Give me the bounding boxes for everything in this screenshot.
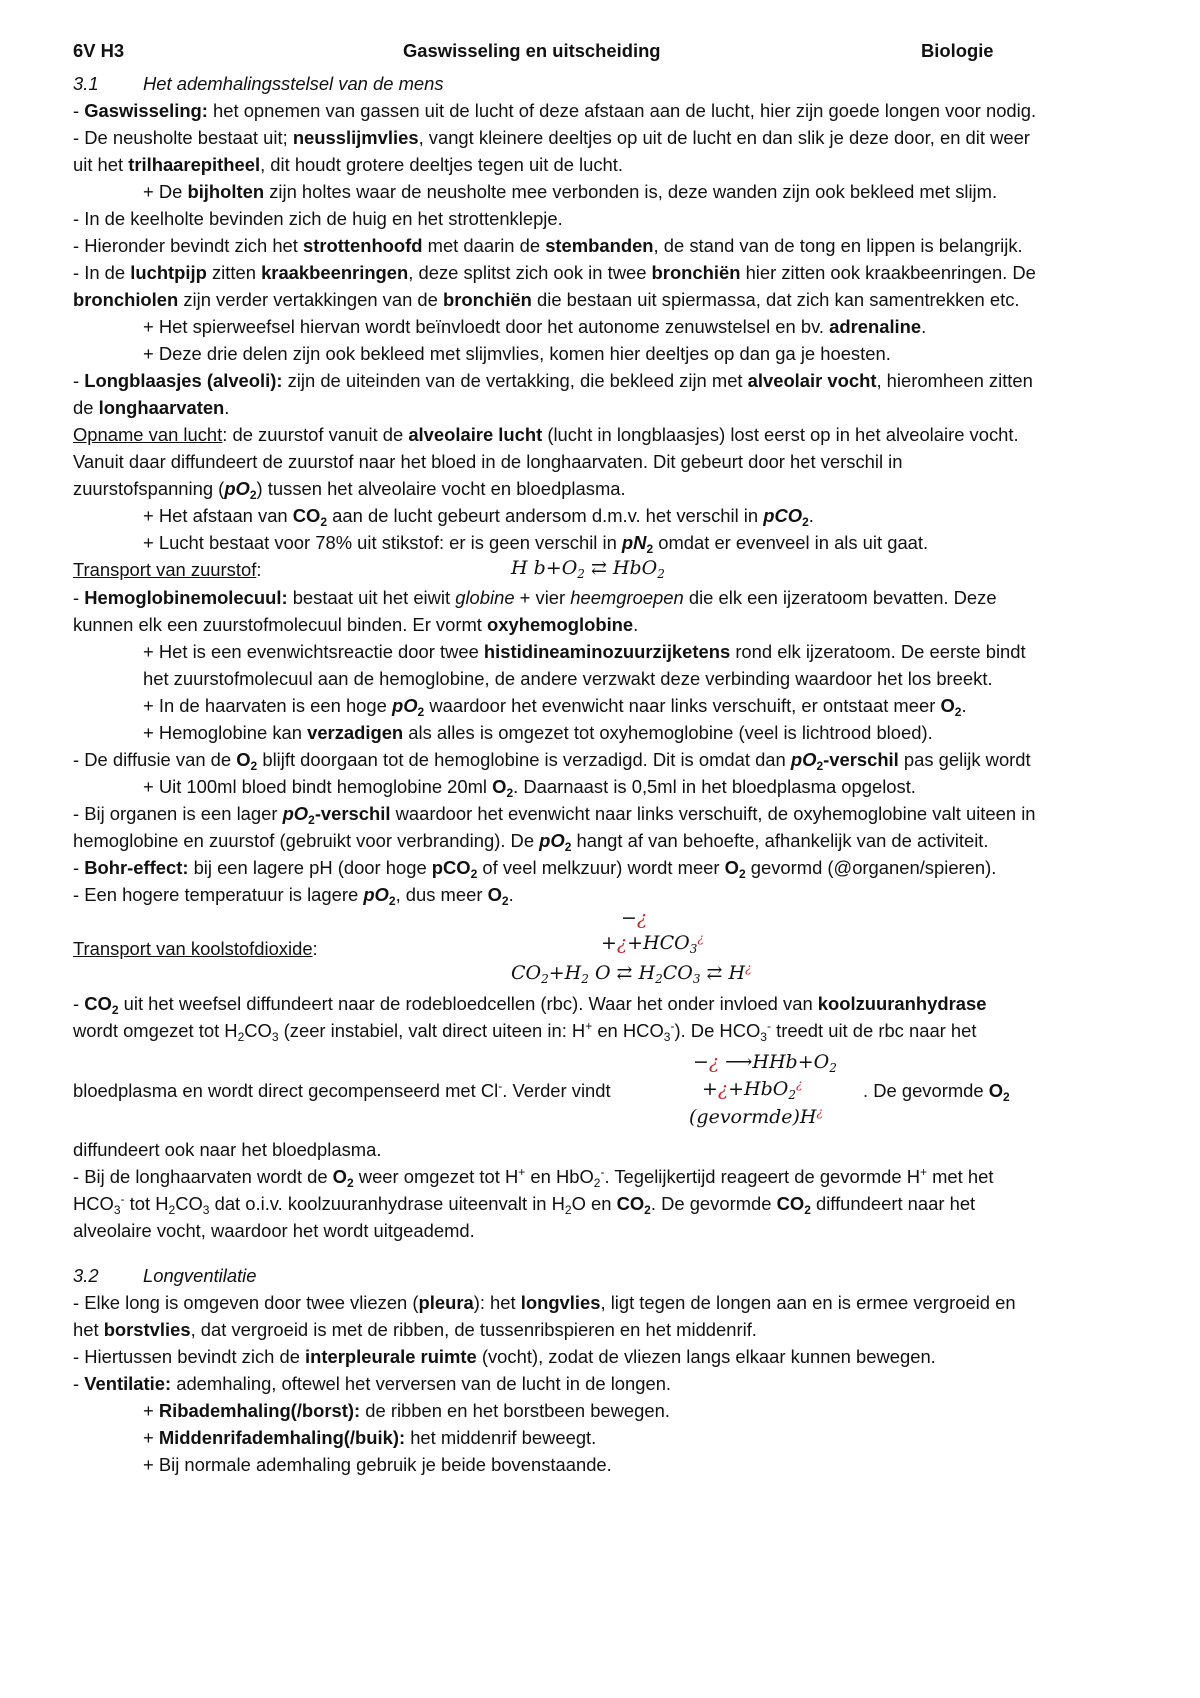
paragraph-line: Transport van koolstofdioxide: <box>73 938 318 959</box>
paragraph-line: - In de keelholte bevinden zich de huig en het strottenklepje. <box>73 208 563 229</box>
paragraph-line: de longhaarvaten. <box>73 397 230 418</box>
paragraph-line: + Hemoglobine kan verzadigen als alles is omgezet tot oxyhemoglobine (veel is lichtrood bloed). <box>143 722 933 743</box>
paragraph-line: zuurstofspanning $(pO_2)$ tussen het alveolaire vocht en bloedplasma. <box>73 478 626 502</box>
equation-hhb-row2: +¿+HbO$_2$¿ <box>702 1077 803 1102</box>
paragraph-line: + Uit 100ml bloed bindt hemoglobine 20ml $O_2$. Daarnaast is 0,5ml in het bloedplasma opgelost. <box>143 776 916 800</box>
paragraph-line: + Het afstaan van $CO_2$ aan de lucht gebeurt andersom d.m.v. het verschil in pCO$_2$. <box>143 505 814 529</box>
paragraph-line: - Bohr-effect: bij een lagere pH (door hoge pCO$_2$ of veel melkzuur) wordt meer $O_2$ gevormd (@organen/spieren). <box>73 857 997 881</box>
paragraph-line: + De bijholten zijn holtes waar de neusholte mee verbonden is, deze wanden zijn ook bekleed met slijm. <box>143 181 998 202</box>
paragraph-line: + Deze drie delen zijn ook bekleed met slijmvlies, komen hier deeltjes op dan ga je hoesten. <box>143 343 891 364</box>
paragraph-line: het borstvlies, dat vergroeid is met de ribben, de tussenribspieren en het middenrif. <box>73 1319 757 1340</box>
paragraph-line: - Gaswisseling: het opnemen van gassen uit de lucht of deze afstaan aan de lucht, hier zijn goede longen voor nodig. <box>73 100 1037 121</box>
paragraph-line: uit het trilhaarepitheel, dit houdt grotere deeltjes tegen uit de lucht. <box>73 154 624 175</box>
paragraph-line: + Ribademhaling(/borst): de ribben en het borstbeen bewegen. <box>143 1400 670 1421</box>
equation-co2-row3: $CO_2+H_2$ O ⇄ $H_2CO_3$ ⇄ H¿ <box>511 961 752 986</box>
paragraph-line: + Het spierweefsel hiervan wordt beïnvloedt door het autonome zenuwstelsel en bv. adrenaline. <box>143 316 927 337</box>
paragraph-line: - Hieronder bevindt zich het strottenhoofd met daarin de stembanden, de stand van de tong en lippen is belangrijk. <box>73 235 1023 256</box>
paragraph-line: + Lucht bestaat voor 78% uit stikstof: er is geen verschil in $pN_2$ omdat er evenveel in als uit gaat. <box>143 532 929 556</box>
paragraph-line: Transport van zuurstof: <box>73 559 262 580</box>
section-heading-3-2: 3.2 Longventilatie <box>73 1265 257 1286</box>
equation-hhb-row1: −¿ $⟶HHb+O_2$ <box>693 1051 837 1075</box>
paragraph-line: + Bij normale ademhaling gebruik je beide bovenstaande. <box>143 1454 612 1475</box>
section-heading-3-1: 3.1 Het ademhalingsstelsel van de mens <box>73 73 444 94</box>
header-title: Gaswisseling en uitscheiding <box>403 40 661 61</box>
header-class: 6V H3 <box>73 40 125 61</box>
paragraph-line: - Elke long is omgeven door twee vliezen (pleura): het longvlies, ligt tegen de longen aan en is ermee vergroeid en <box>73 1292 1016 1313</box>
equation-hemoglobin: H $b+O_2$ ⇄ HbO$_2$ <box>511 557 665 581</box>
paragraph-line: Opname van lucht: de zuurstof vanuit de alveolaire lucht (lucht in longblaasjes) lost eerst op in het alveolaire vocht. <box>73 424 1019 445</box>
paragraph-line: bloedplasma en wordt direct gecompenseerd met Cl-. Verder vindt <box>73 1079 611 1101</box>
paragraph-line: hemoglobine en zuurstof (gebruikt voor verbranding). De $pO_2$ hangt af van behoefte, afhankelijk van de activiteit. <box>73 830 989 854</box>
paragraph-line: - $CO_2$ uit het weefsel diffundeert naar de rodebloedcellen (rbc). Waar het onder invloed van koolzuuranhydrase <box>73 993 987 1017</box>
paragraph-line: - Bij de longhaarvaten wordt de $O_2$ weer omgezet tot H+ en HbO$_2$-. Tegelijkertijd reageert de gevormde H+ met het <box>73 1165 994 1190</box>
paragraph-line: - Ventilatie: ademhaling, oftewel het verversen van de lucht in de longen. <box>73 1373 672 1394</box>
paragraph-line: + In de haarvaten is een hoge $pO_2$ waardoor het evenwicht naar links verschuift, er ontstaat meer $O_2$. <box>143 695 967 719</box>
paragraph-line: . De gevormde $O_2$ <box>863 1080 1010 1104</box>
paragraph-line: Vanuit daar diffundeert de zuurstof naar het bloed in de longhaarvaten. Dit gebeurt door het verschil in <box>73 451 903 472</box>
equation-co2-row1: −¿ <box>621 907 648 929</box>
paragraph-line: - De diffusie van de $O_2$ blijft doorgaan tot de hemoglobine is verzadigd. Dit is omdat dan $pO_2$-verschil pas gelijk wordt <box>73 749 1031 773</box>
equation-hhb-row3: (gevormde)H¿ <box>689 1105 823 1128</box>
paragraph-line: - Een hogere temperatuur is lagere $pO_2$, dus meer $O_2$. <box>73 884 514 908</box>
paragraph-line: - Bij organen is een lager $pO_2$-verschil waardoor het evenwicht naar links verschuift, de oxyhemoglobine valt uiteen in <box>73 803 1036 827</box>
paragraph-line: - In de luchtpijp zitten kraakbeenringen, deze splitst zich ook in twee bronchiën hier zitten ook kraakbeenringen. De <box>73 262 1036 283</box>
paragraph-line: het zuurstofmolecuul aan de hemoglobine, de andere verzwakt deze verbinding waardoor het los breekt. <box>143 668 993 689</box>
paragraph-line: kunnen elk een zuurstofmolecuul binden. Er vormt oxyhemoglobine. <box>73 614 639 635</box>
paragraph-line: $HCO_3^-$ tot $H_2CO_3$ dat o.i.v. koolzuuranhydrase uiteenvalt in $H_2O$ en $CO_2$. De gevormde $CO_2$ diffundeert naar het <box>73 1192 976 1217</box>
paragraph-line: diffundeert ook naar het bloedplasma. <box>73 1139 382 1160</box>
paragraph-line: wordt omgezet tot $H_2CO_3$ (zeer instabiel, valt direct uiteen in: H+ en $HCO_3^-$). De $HCO_3^-$ treedt uit de rbc naar het <box>73 1019 977 1044</box>
header-subject: Biologie <box>921 40 994 61</box>
paragraph-line: - De neusholte bestaat uit; neusslijmvlies, vangt kleinere deeltjes op uit de lucht en dan slik je deze door, en dit weer <box>73 127 1030 148</box>
paragraph-line: - Hemoglobinemolecuul: bestaat uit het eiwit globine + vier heemgroepen die elk een ijzeratoom bevatten. Deze <box>73 587 997 608</box>
paragraph-line: + Middenrifademhaling(/buik): het middenrif beweegt. <box>143 1427 597 1448</box>
paragraph-line: alveolaire vocht, waardoor het wordt uitgeademd. <box>73 1220 475 1241</box>
paragraph-line: - Longblaasjes (alveoli): zijn de uiteinden van de vertakking, die bekleed zijn met alveolair vocht, hieromheen zitten <box>73 370 1033 391</box>
paragraph-line: + Het is een evenwichtsreactie door twee histidineaminozuurzijketens rond elk ijzeratoom. De eerste bindt <box>143 641 1026 662</box>
paragraph-line: - Hiertussen bevindt zich de interpleurale ruimte (vocht), zodat de vliezen langs elkaar kunnen bewegen. <box>73 1346 936 1367</box>
equation-co2-row2: $+¿+HCO_3^¿$ <box>601 931 704 956</box>
paragraph-line: bronchiolen zijn verder vertakkingen van de bronchiën die bestaan uit spiermassa, dat zich kan samentrekken etc. <box>73 289 1020 310</box>
